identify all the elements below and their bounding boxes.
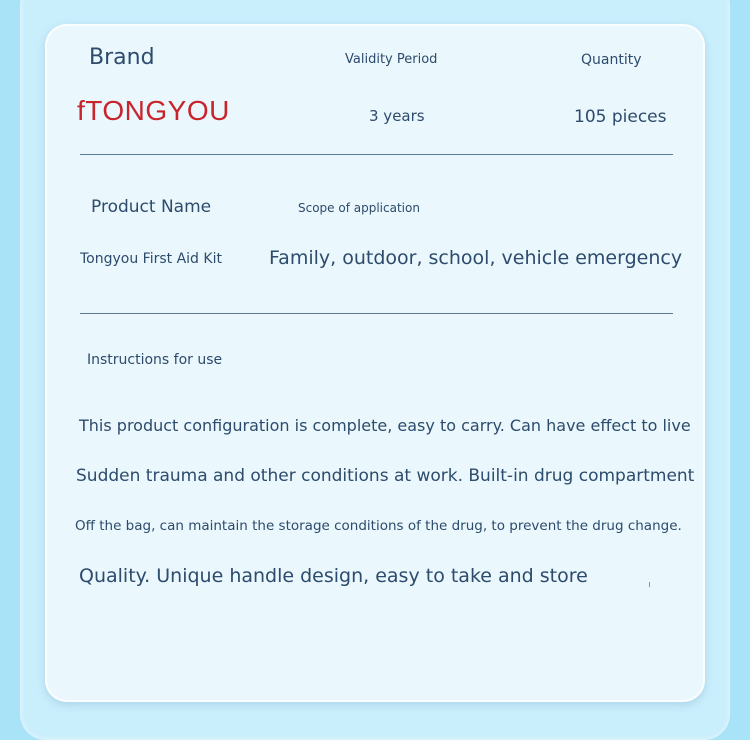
scope-of-application-value: Family, outdoor, school, vehicle emergency bbox=[269, 247, 683, 269]
instructions-line: Off the bag, can maintain the storage conditions of the drug, to prevent the drug change. bbox=[75, 518, 682, 534]
quantity-label: Quantity bbox=[581, 52, 642, 68]
instructions-label: Instructions for use bbox=[87, 352, 223, 368]
instructions-line: This product configuration is complete, easy to carry. Can have effect to live bbox=[79, 416, 691, 435]
product-name-label: Product Name bbox=[91, 197, 212, 217]
brand-label: Brand bbox=[89, 45, 155, 70]
decorative-mark bbox=[649, 582, 650, 587]
brand-logo: fTONGYOU bbox=[77, 95, 230, 126]
validity-period-label: Validity Period bbox=[345, 52, 438, 67]
validity-period-value: 3 years bbox=[369, 107, 425, 125]
divider bbox=[80, 154, 673, 155]
instructions-line: Sudden trauma and other conditions at work. Built-in drug compartment bbox=[76, 466, 695, 486]
product-name-value: Tongyou First Aid Kit bbox=[80, 251, 222, 267]
instructions-line: Quality. Unique handle design, easy to take and store bbox=[79, 565, 588, 587]
scope-of-application-label: Scope of application bbox=[298, 201, 420, 215]
quantity-value: 105 pieces bbox=[574, 107, 667, 127]
divider bbox=[80, 313, 673, 314]
